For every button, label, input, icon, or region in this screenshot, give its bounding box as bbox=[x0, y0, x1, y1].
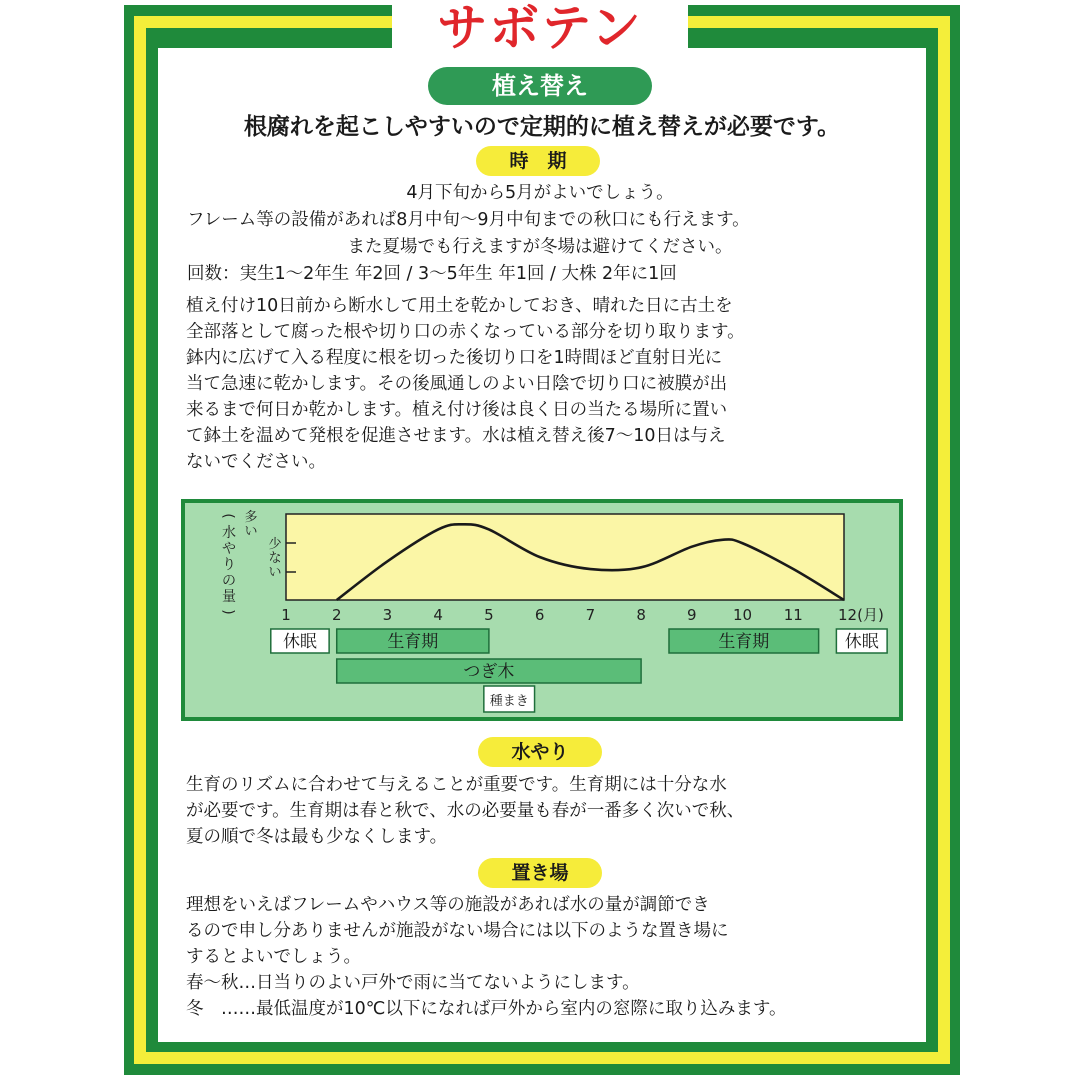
section-heading-repot: 植え替え bbox=[428, 67, 652, 105]
method-line: 鉢内に広げて入る程度に根を切った後切り口を1時間ほど直射日光に bbox=[186, 348, 723, 368]
watering-chart bbox=[185, 503, 899, 717]
y-tick-label-char: い bbox=[244, 524, 258, 539]
timing-line: フレーム等の設備があれば8月中旬～9月中旬までの秋口にも行えます。 bbox=[187, 210, 750, 230]
x-tick-label: 11 bbox=[783, 606, 803, 624]
water-line: が必要です。生育期は春と秋で、水の必要量も春が一番多く次いで秋、 bbox=[186, 801, 745, 821]
water-line: 夏の順で冬は最も少なくします。 bbox=[186, 827, 448, 847]
method-line: ないでください。 bbox=[186, 452, 326, 472]
place-line: 冬 ……最低温度が10℃以下になれば戸外から室内の窓際に取り込みます。 bbox=[186, 999, 787, 1019]
y-tick-label-char: 少 bbox=[268, 537, 282, 552]
water-line: 生育のリズムに合わせて与えることが重要です。生育期には十分な水 bbox=[186, 775, 727, 795]
water-paragraph bbox=[186, 772, 916, 850]
x-tick-label: 2 bbox=[331, 606, 342, 624]
section-heading-water: 水やり bbox=[478, 737, 602, 767]
y-axis-label-char: や bbox=[222, 541, 236, 557]
place-line: するとよいでしょう。 bbox=[186, 947, 361, 967]
method-line: 来るまで何日か乾かします。植え付け後は良く日の当たる場所に置い bbox=[186, 400, 728, 420]
y-tick-label-char: 多 bbox=[244, 510, 258, 525]
x-tick-label: 6 bbox=[534, 606, 545, 624]
method-line: て鉢土を温めて発根を促進させます。水は植え替え後7～10日は与え bbox=[186, 426, 726, 446]
section-heading-timing: 時 期 bbox=[476, 146, 600, 176]
method-line: 植え付け10日前から断水して用土を乾かしておき、晴れた日に古土を bbox=[186, 296, 733, 316]
period-label: つぎ木 bbox=[463, 662, 515, 682]
y-tick-label-char: な bbox=[268, 551, 282, 566]
y-axis-label-char: ( bbox=[220, 513, 236, 519]
place-line: 理想をいえばフレームやハウス等の施設があれば水の量が調節でき bbox=[186, 895, 710, 915]
y-axis-label-char: ) bbox=[220, 609, 236, 615]
y-axis-label-char: 量 bbox=[222, 589, 236, 605]
period-label: 種まき bbox=[489, 694, 529, 709]
x-tick-label: 5 bbox=[484, 606, 494, 624]
period-label: 生育期 bbox=[387, 632, 439, 652]
place-line: るので申し分ありませんが施設がない場合には以下のような置き場に bbox=[186, 921, 729, 941]
timing-line: また夏場でも行えますが冬場は避けてください。 bbox=[347, 237, 733, 257]
plot-area bbox=[286, 514, 844, 600]
page-title: サボテン bbox=[437, 0, 643, 57]
x-tick-label: 8 bbox=[636, 606, 646, 624]
period-label: 休眠 bbox=[282, 632, 317, 652]
y-axis-label-char: り bbox=[222, 557, 236, 573]
x-tick-label: 12(月) bbox=[838, 606, 884, 624]
x-tick-label: 3 bbox=[382, 606, 393, 624]
y-axis-label-char: の bbox=[222, 573, 236, 589]
period-label: 生育期 bbox=[718, 632, 770, 652]
x-tick-label: 7 bbox=[585, 606, 596, 624]
repot-lead: 根腐れを起こしやすいので定期的に植え替えが必要です。 bbox=[243, 114, 841, 140]
x-tick-label: 1 bbox=[281, 606, 291, 624]
y-axis-label-char: 水 bbox=[222, 525, 236, 541]
x-tick-label: 10 bbox=[732, 606, 753, 624]
place-line: 春～秋…日当りのよい戸外で雨に当てないようにします。 bbox=[186, 973, 640, 993]
method-line: 当て急速に乾かします。その後風通しのよい日陰で切り口に被膜が出 bbox=[186, 374, 728, 394]
x-tick-label: 9 bbox=[687, 606, 697, 624]
y-tick-label-char: い bbox=[268, 565, 282, 580]
period-label: 休眠 bbox=[844, 632, 879, 652]
timing-line: 回数：実生1～2年生 年2回 / 3～5年生 年1回 / 大株 2年に1回 bbox=[187, 264, 677, 284]
method-line: 全部落として腐った根や切り口の赤くなっている部分を切り取ります。 bbox=[186, 322, 745, 342]
timing-line: 4月下旬から5月がよいでしょう。 bbox=[406, 183, 674, 203]
x-tick-label: 4 bbox=[433, 606, 443, 624]
method-paragraph bbox=[186, 293, 916, 475]
place-paragraph bbox=[186, 892, 916, 1022]
section-heading-place: 置き場 bbox=[478, 858, 602, 888]
